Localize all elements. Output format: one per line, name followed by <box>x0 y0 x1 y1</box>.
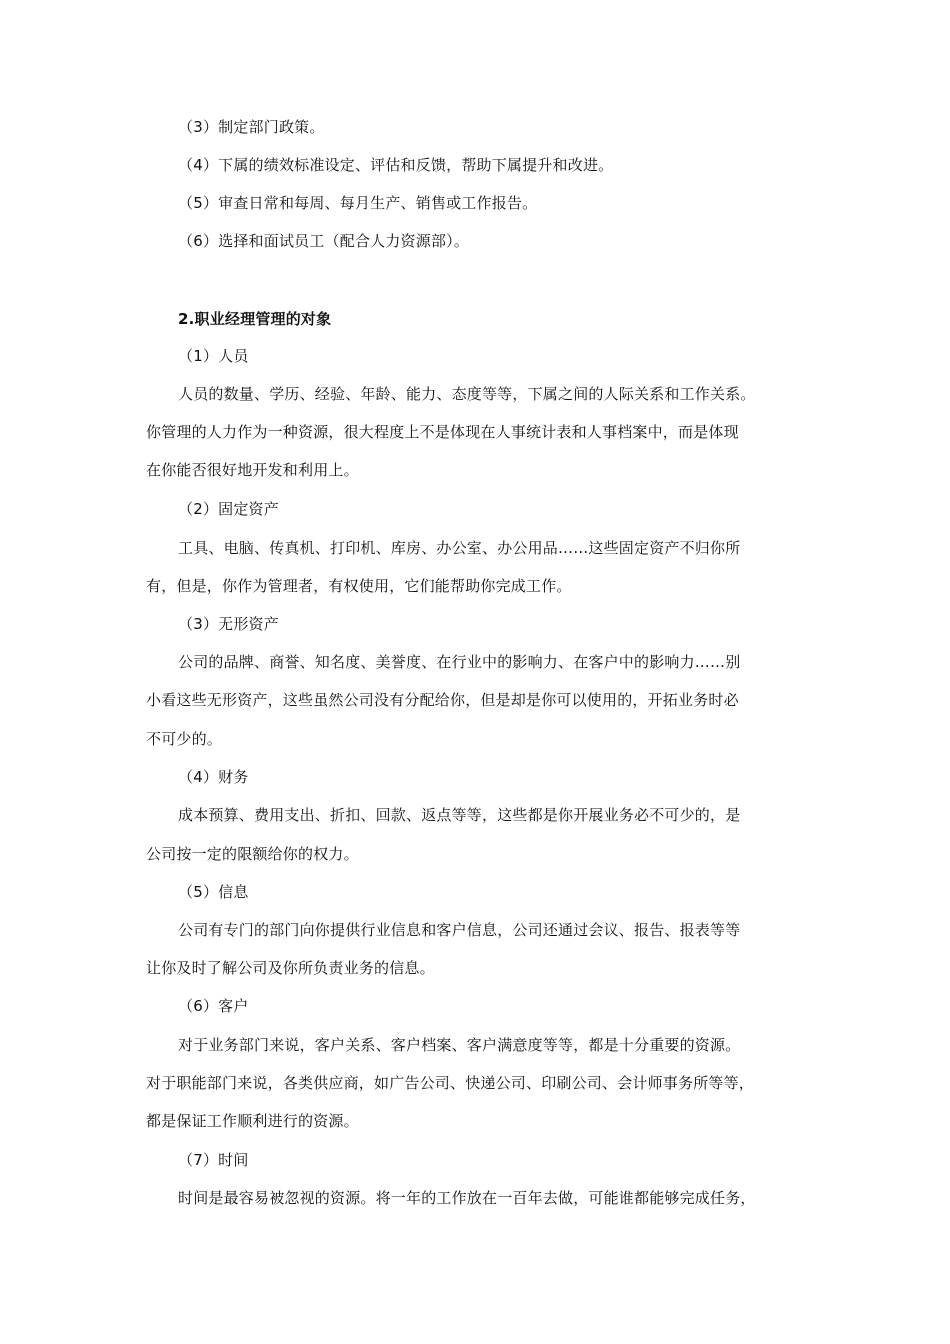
paragraph-line: 工具、电脑、传真机、打印机、库房、办公室、办公用品……这些固定资产不归你所 <box>178 539 741 557</box>
paragraph-line: 对于职能部门来说，各类供应商，如广告公司、快递公司、印刷公司、会计师事务所等等， <box>146 1074 755 1092</box>
subsection-title-finance: （4）财务 <box>178 768 249 786</box>
paragraph-line: 让你及时了解公司及你所负责业务的信息。 <box>146 959 435 977</box>
list-item: （5）审查日常和每周、每月生产、销售或工作报告。 <box>178 194 538 212</box>
paragraph-line: 不可少的。 <box>146 730 223 748</box>
list-item: （3）制定部门政策。 <box>178 118 325 136</box>
subsection-title-fixed-assets: （2）固定资产 <box>178 500 279 518</box>
subsection-title-customers: （6）客户 <box>178 997 249 1015</box>
paragraph-line: 在你能否很好地开发和利用上。 <box>146 461 359 479</box>
paragraph-line: 有，但是，你作为管理者，有权使用，它们能帮助你完成工作。 <box>146 577 572 595</box>
paragraph-line: 公司有专门的部门向你提供行业信息和客户信息，公司还通过会议、报告、报表等等 <box>178 921 741 939</box>
subsection-title-time: （7）时间 <box>178 1151 249 1169</box>
subsection-title-information: （5）信息 <box>178 883 249 901</box>
paragraph-line: 公司的品牌、商誉、知名度、美誉度、在行业中的影响力、在客户中的影响力……别 <box>178 653 741 671</box>
paragraph-line: 对于业务部门来说，客户关系、客户档案、客户满意度等等，都是十分重要的资源。 <box>178 1036 741 1054</box>
paragraph-line: 成本预算、费用支出、折扣、回款、返点等等，这些都是你开展业务必不可少的，是 <box>178 806 741 824</box>
paragraph-line: 都是保证工作顺利进行的资源。 <box>146 1112 359 1130</box>
paragraph-line: 你管理的人力作为一种资源，很大程度上不是体现在人事统计表和人事档案中，而是体现 <box>146 423 739 441</box>
list-item: （6）选择和面试员工（配合人力资源部）。 <box>178 232 470 250</box>
section-heading: 2.职业经理管理的对象 <box>178 310 332 328</box>
list-item: （4）下属的绩效标准设定、评估和反馈，帮助下属提升和改进。 <box>178 156 614 174</box>
paragraph-line: 时间是最容易被忽视的资源。将一年的工作放在一百年去做，可能谁都能够完成任务， <box>178 1189 756 1207</box>
subsection-title-people: （1）人员 <box>178 347 249 365</box>
paragraph-line: 人员的数量、学历、经验、年龄、能力、态度等等，下属之间的人际关系和工作关系。 <box>178 385 756 403</box>
paragraph-line: 公司按一定的限额给你的权力。 <box>146 845 359 863</box>
subsection-title-intangible-assets: （3）无形资产 <box>178 615 279 633</box>
paragraph-line: 小看这些无形资产，这些虽然公司没有分配给你，但是却是你可以使用的，开拓业务时必 <box>146 691 739 709</box>
